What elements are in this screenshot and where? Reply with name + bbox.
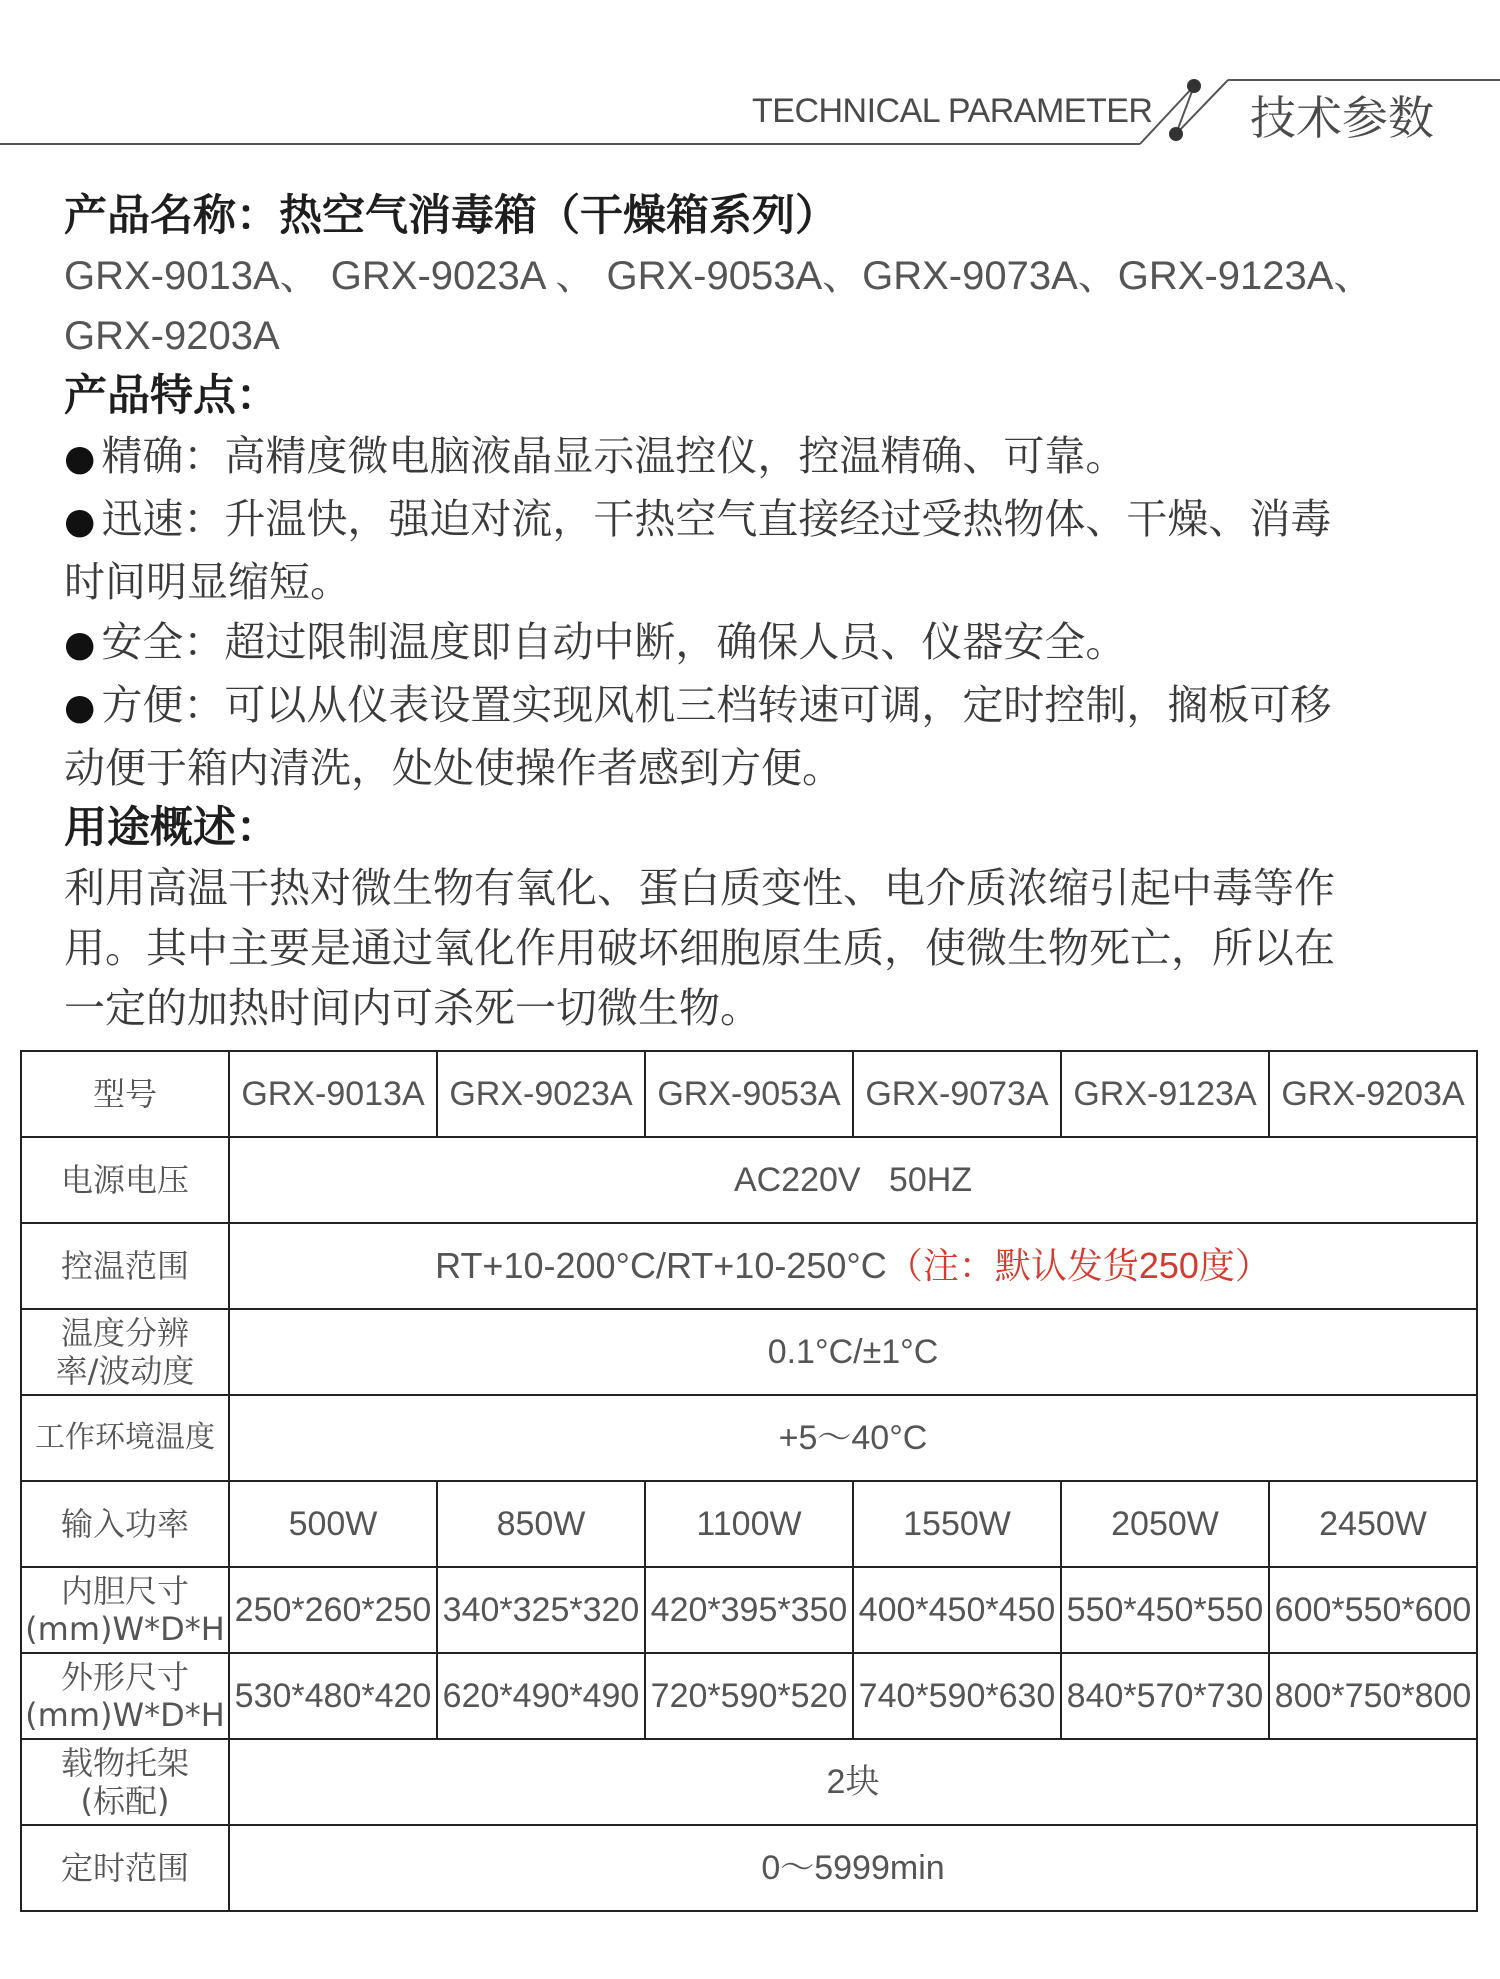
power-cell: 1550W xyxy=(853,1481,1061,1567)
table-row-temp-range xyxy=(21,1223,1477,1309)
row-label-outer-size xyxy=(21,1653,229,1739)
env-temp-value: +5～40°C xyxy=(229,1395,1477,1481)
usage-text: 一定的加热时间内可杀死一切微生物。 xyxy=(64,984,761,1032)
bullet-icon: ● xyxy=(64,438,96,479)
outer-size-cell: 530*480*420 xyxy=(229,1653,437,1739)
feature-item xyxy=(64,426,1444,489)
row-label-timer: 定时范围 xyxy=(21,1825,229,1911)
inner-size-cell: 420*395*350 xyxy=(645,1567,853,1653)
header-slash-right xyxy=(1176,80,1228,134)
model-cell: GRX-9053A xyxy=(645,1051,853,1137)
feature-item xyxy=(64,489,1444,552)
bullet-icon: ● xyxy=(64,687,96,728)
inner-size-cell: 340*325*320 xyxy=(437,1567,645,1653)
model-cell: GRX-9123A xyxy=(1061,1051,1269,1137)
model-cell: GRX-9013A xyxy=(229,1051,437,1137)
table-row-power xyxy=(21,1481,1477,1567)
table-row-outer-size xyxy=(21,1653,1477,1739)
spec-table xyxy=(20,1050,1478,1912)
row-label-line: 载物托架 xyxy=(60,1744,189,1782)
feature-text: 迅速：升温快，强迫对流，干热空气直接经过受热物体、干燥、消毒 xyxy=(101,495,1332,543)
header-dot-top xyxy=(1187,79,1201,93)
header-dot-bottom xyxy=(1169,127,1183,141)
section-header xyxy=(0,0,1500,160)
usage-text: 用。其中主要是通过氧化作用破坏细胞原生质，使微生物死亡，所以在 xyxy=(64,924,1335,972)
power-cell: 1100W xyxy=(645,1481,853,1567)
feature-text-continued: 时间明显缩短。 xyxy=(64,558,351,606)
header-title-en: TECHNICAL PARAMETER xyxy=(752,92,1153,130)
usage-text: 利用高温干热对微生物有氧化、蛋白质变性、电介质浓缩引起中毒等作 xyxy=(64,864,1335,912)
model-cell: GRX-9073A xyxy=(853,1051,1061,1137)
resolution-value: 0.1°C/±1°C xyxy=(229,1309,1477,1395)
table-row-shelf xyxy=(21,1739,1477,1825)
row-label-temp-range: 控温范围 xyxy=(21,1223,229,1309)
product-models-line-1: GRX-9013A、 GRX-9023A 、 GRX-9053A、GRX-9073A、GRX-9123A、 xyxy=(64,254,1374,298)
feature-item xyxy=(64,612,1444,675)
temp-range-note: （注：默认发货250度） xyxy=(886,1245,1271,1286)
row-label-power: 输入功率 xyxy=(21,1481,229,1567)
table-row-voltage xyxy=(21,1137,1477,1223)
bullet-icon: ● xyxy=(64,624,96,665)
model-cell: GRX-9203A xyxy=(1269,1051,1477,1137)
row-label-line: 外形尺寸 xyxy=(60,1658,189,1696)
inner-size-cell: 600*550*600 xyxy=(1269,1567,1477,1653)
table-row-model xyxy=(21,1051,1477,1137)
outer-size-cell: 840*570*730 xyxy=(1061,1653,1269,1739)
power-cell: 2050W xyxy=(1061,1481,1269,1567)
row-label-line: 内胆尺寸 xyxy=(60,1572,189,1610)
row-label-inner-size xyxy=(21,1567,229,1653)
inner-size-cell: 250*260*250 xyxy=(229,1567,437,1653)
outer-size-cell: 620*490*490 xyxy=(437,1653,645,1739)
outer-size-cell: 740*590*630 xyxy=(853,1653,1061,1739)
model-cell: GRX-9023A xyxy=(437,1051,645,1137)
row-label-voltage: 电源电压 xyxy=(21,1137,229,1223)
outer-size-cell: 720*590*520 xyxy=(645,1653,853,1739)
inner-size-cell: 400*450*450 xyxy=(853,1567,1061,1653)
feature-text-continued: 动便于箱内清洗，处处使操作者感到方便。 xyxy=(64,744,843,792)
product-models-line-2: GRX-9203A xyxy=(64,314,280,358)
temp-range-value: RT+10-200°C/RT+10-250°C xyxy=(435,1245,887,1286)
timer-value: 0～5999min xyxy=(229,1825,1477,1911)
bullet-icon: ● xyxy=(64,501,96,542)
table-row-timer xyxy=(21,1825,1477,1911)
row-label-shelf xyxy=(21,1739,229,1825)
feature-item xyxy=(64,675,1444,738)
row-label-model: 型号 xyxy=(21,1051,229,1137)
product-name: 产品名称：热空气消毒箱（干燥箱系列） xyxy=(64,191,838,241)
table-row-env-temp xyxy=(21,1395,1477,1481)
feature-text: 安全：超过限制温度即自动中断，确保人员、仪器安全。 xyxy=(101,618,1127,666)
shelf-value: 2块 xyxy=(229,1739,1477,1825)
feature-text: 方便：可以从仪表设置实现风机三档转速可调，定时控制，搁板可移 xyxy=(101,681,1332,729)
voltage-value: AC220V 50HZ xyxy=(229,1137,1477,1223)
row-label-line: 率/波动度 xyxy=(55,1352,195,1390)
row-label-line: (标配) xyxy=(80,1782,170,1820)
row-label-line: (mm)W*D*H xyxy=(25,1610,225,1648)
outer-size-cell: 800*750*800 xyxy=(1269,1653,1477,1739)
inner-size-cell: 550*450*550 xyxy=(1061,1567,1269,1653)
features-heading: 产品特点： xyxy=(64,371,279,421)
header-title-cn: 技术参数 xyxy=(1250,91,1434,145)
header-slash-mid xyxy=(1176,86,1194,134)
usage-heading: 用途概述： xyxy=(64,803,279,853)
product-description xyxy=(64,186,1444,1038)
row-label-line: 温度分辨 xyxy=(60,1314,189,1352)
power-cell: 500W xyxy=(229,1481,437,1567)
temp-range-cell xyxy=(229,1223,1477,1309)
feature-text: 精确：高精度微电脑液晶显示温控仪，控温精确、可靠。 xyxy=(101,432,1127,480)
row-label-env-temp: 工作环境温度 xyxy=(21,1395,229,1481)
row-label-line: (mm)W*D*H xyxy=(25,1696,225,1734)
row-label-resolution xyxy=(21,1309,229,1395)
power-cell: 2450W xyxy=(1269,1481,1477,1567)
table-row-resolution xyxy=(21,1309,1477,1395)
power-cell: 850W xyxy=(437,1481,645,1567)
table-row-inner-size xyxy=(21,1567,1477,1653)
